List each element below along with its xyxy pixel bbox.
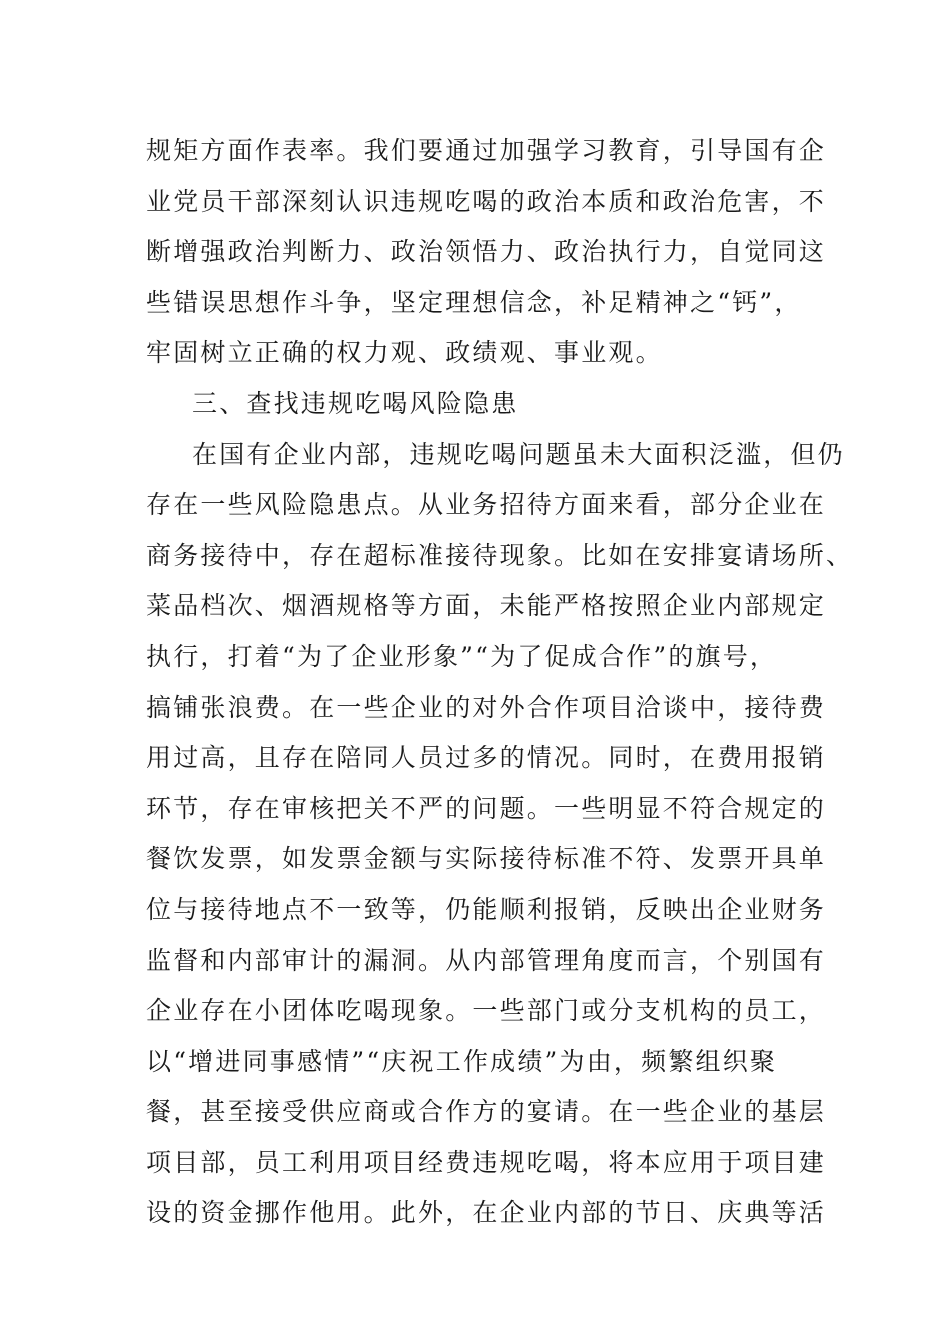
text-line: 菜品档次、烟酒规格等方面，未能严格按照企业内部规定 <box>146 591 827 621</box>
text-line: 餐饮发票，如发票金额与实际接待标准不符、发票开具单 <box>146 844 827 874</box>
text-line: 环节，存在审核把关不严的问题。一些明显不符合规定的 <box>146 793 827 823</box>
text-line: 以“增进同事感情”“庆祝工作成绩”为由，频繁组织聚 <box>146 1046 778 1076</box>
text-line: 企业存在小团体吃喝现象。一些部门或分支机构的员工， <box>146 996 827 1026</box>
text-line: 规矩方面作表率。我们要通过加强学习教育，引导国有企 <box>146 136 827 165</box>
text-line: 断增强政治判断力、政治领悟力、政治执行力，自觉同这 <box>146 237 827 267</box>
text-line: 位与接待地点不一致等，仍能顺利报销，反映出企业财务 <box>146 894 827 924</box>
text-line: 搞铺张浪费。在一些企业的对外合作项目洽谈中，接待费 <box>146 692 827 722</box>
text-line: 设的资金挪作他用。此外，在企业内部的节日、庆典等活 <box>146 1198 827 1228</box>
text-line: 用过高，且存在陪同人员过多的情况。同时，在费用报销 <box>146 743 827 773</box>
text-line: 业党员干部深刻认识违规吃喝的政治本质和政治危害，不 <box>146 186 827 216</box>
text-line: 监督和内部审计的漏洞。从内部管理角度而言，个别国有 <box>146 945 827 975</box>
text-line: 存在一些风险隐患点。从业务招待方面来看，部分企业在 <box>146 490 827 520</box>
section-heading: 三、查找违规吃喝风险隐患 <box>192 388 519 418</box>
text-line: 牢固树立正确的权力观、政绩观、事业观。 <box>146 338 663 368</box>
text-line: 些错误思想作斗争，坚定理想信念，补足精神之“钙”， <box>146 287 802 317</box>
text-line: 餐，甚至接受供应商或合作方的宴请。在一些企业的基层 <box>146 1097 827 1127</box>
body-text <box>146 126 854 1239</box>
text-line: 执行，打着“为了企业形象”“为了促成合作”的旗号， <box>146 641 778 671</box>
text-line: 在国有企业内部，违规吃喝问题虽未大面积泛滥，但仍 <box>192 439 845 469</box>
text-line: 项目部，员工利用项目经费违规吃喝，将本应用于项目建 <box>146 1147 827 1177</box>
text-line: 商务接待中，存在超标准接待现象。比如在安排宴请场所、 <box>146 540 854 570</box>
